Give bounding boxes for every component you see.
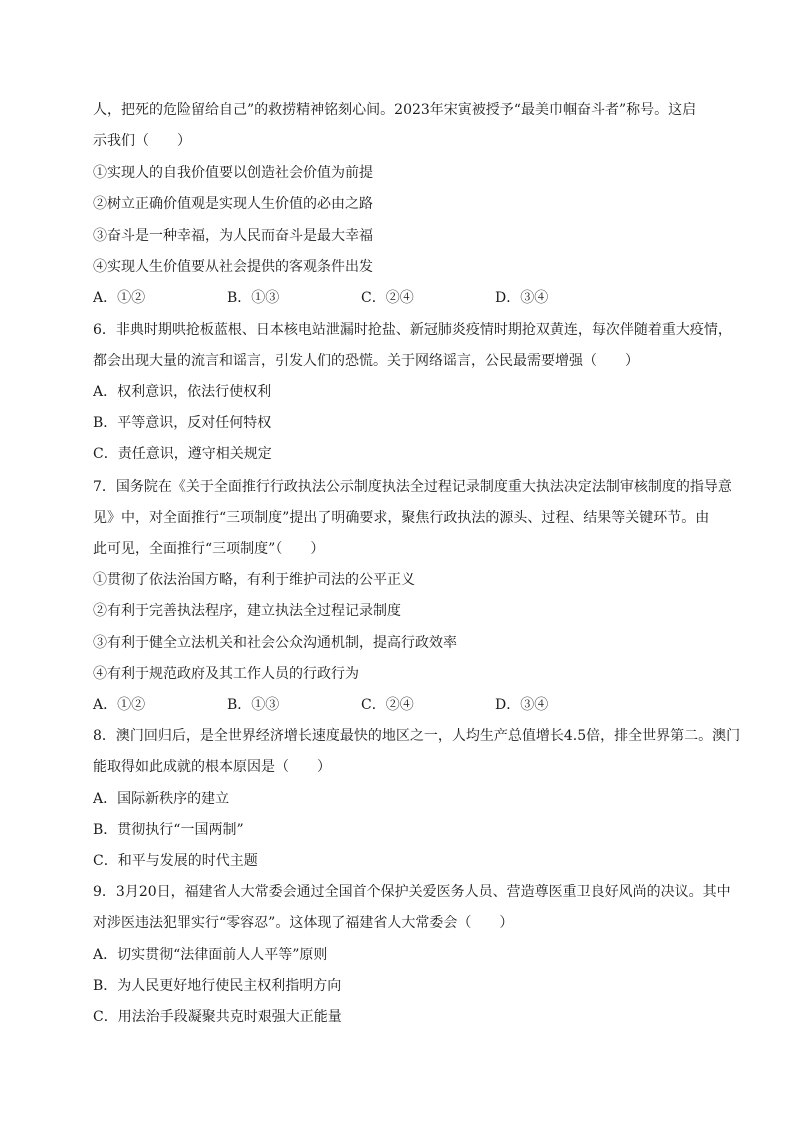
option-a: A．权利意识，依法行使权利 [93, 384, 272, 400]
option-b: B．为人民更好地行使民主权利指明方向 [93, 978, 342, 994]
option-c: C．和平与发展的时代主题 [93, 853, 258, 869]
option-b: B．①③ [227, 697, 280, 713]
option-b: B．①③ [227, 290, 280, 306]
option-c: C．②④ [361, 697, 414, 713]
statement: ③有利于健全立法机关和社会公众沟通机制，提高行政效率 [93, 635, 457, 651]
question-text-line: 见》中，对全面推行“三项制度”提出了明确要求，聚焦行政执法的源头、过程、结果等关键环节。由 [93, 510, 710, 526]
question-text-line: 都会出现大量的流言和谣言，引发人们的恐慌。关于网络谣言，公民最需要增强（ ） [93, 353, 639, 369]
option-b: B．平等意识，反对任何特权 [93, 415, 272, 431]
statement: ④实现人生价值要从社会提供的客观条件出发 [93, 259, 373, 275]
question-text-line: 人，把死的危险留给自己”的救捞精神铭刻心间。2023年宋寅被授予“最美巾帼奋斗者”称号。这启 [93, 102, 697, 118]
option-a: A．①② [93, 697, 146, 713]
question-text-line: 9．3月20日，福建省人大常委会通过全国首个保护关爱医务人员、营造尊医重卫良好风尚的决议。其中 [93, 884, 731, 900]
option-c: C．②④ [361, 290, 414, 306]
statement: ④有利于规范政府及其工作人员的行政行为 [93, 666, 359, 682]
option-b: B．贯彻执行“一国两制” [93, 822, 244, 838]
option-d: D．③④ [495, 290, 549, 306]
option-d: D．③④ [495, 697, 549, 713]
statement: ②树立正确价值观是实现人生价值的必由之路 [93, 196, 373, 212]
statement: ③奋斗是一种幸福，为人民而奋斗是最大幸福 [93, 228, 373, 244]
question-text-line: 示我们（ ） [93, 133, 191, 149]
answer-options [93, 288, 734, 308]
option-a: A．切实贯彻“法律面前人人平等”原则 [93, 947, 328, 963]
question-text-line: 此可见，全面推行“三项制度”（ ） [93, 541, 325, 557]
option-a: A．①② [93, 290, 146, 306]
answer-options [93, 695, 734, 715]
question-text-line: 能取得如此成就的根本原因是（ ） [93, 759, 331, 775]
question-text-line: 6．非典时期哄抢板蓝根、日本核电站泄漏时抢盐、新冠肺炎疫情时期抢双黄连，每次伴随着重大疫情， [93, 322, 732, 338]
statement: ②有利于完善执法程序，建立执法全过程记录制度 [93, 603, 401, 619]
option-c: C．用法治手段凝聚共克时艰强大正能量 [93, 1009, 342, 1025]
option-c: C．责任意识，遵守相关规定 [93, 446, 272, 462]
statement: ①贯彻了依法治国方略，有利于维护司法的公平正义 [93, 572, 415, 588]
question-text-line: 8．澳门回归后，是全世界经济增长速度最快的地区之一，人均生产总值增长4.5倍，排全世界第二。澳门 [93, 728, 741, 744]
question-text-line: 7．国务院在《关于全面推行行政执法公示制度执法全过程记录制度重大执法决定法制审核制度的指导意 [93, 479, 732, 495]
option-a: A．国际新秩序的建立 [93, 791, 230, 807]
statement: ①实现人的自我价值要以创造社会价值为前提 [93, 165, 373, 181]
question-text-line: 对涉医违法犯罪实行“零容忍”。这体现了福建省人大常委会（ ） [93, 915, 514, 931]
